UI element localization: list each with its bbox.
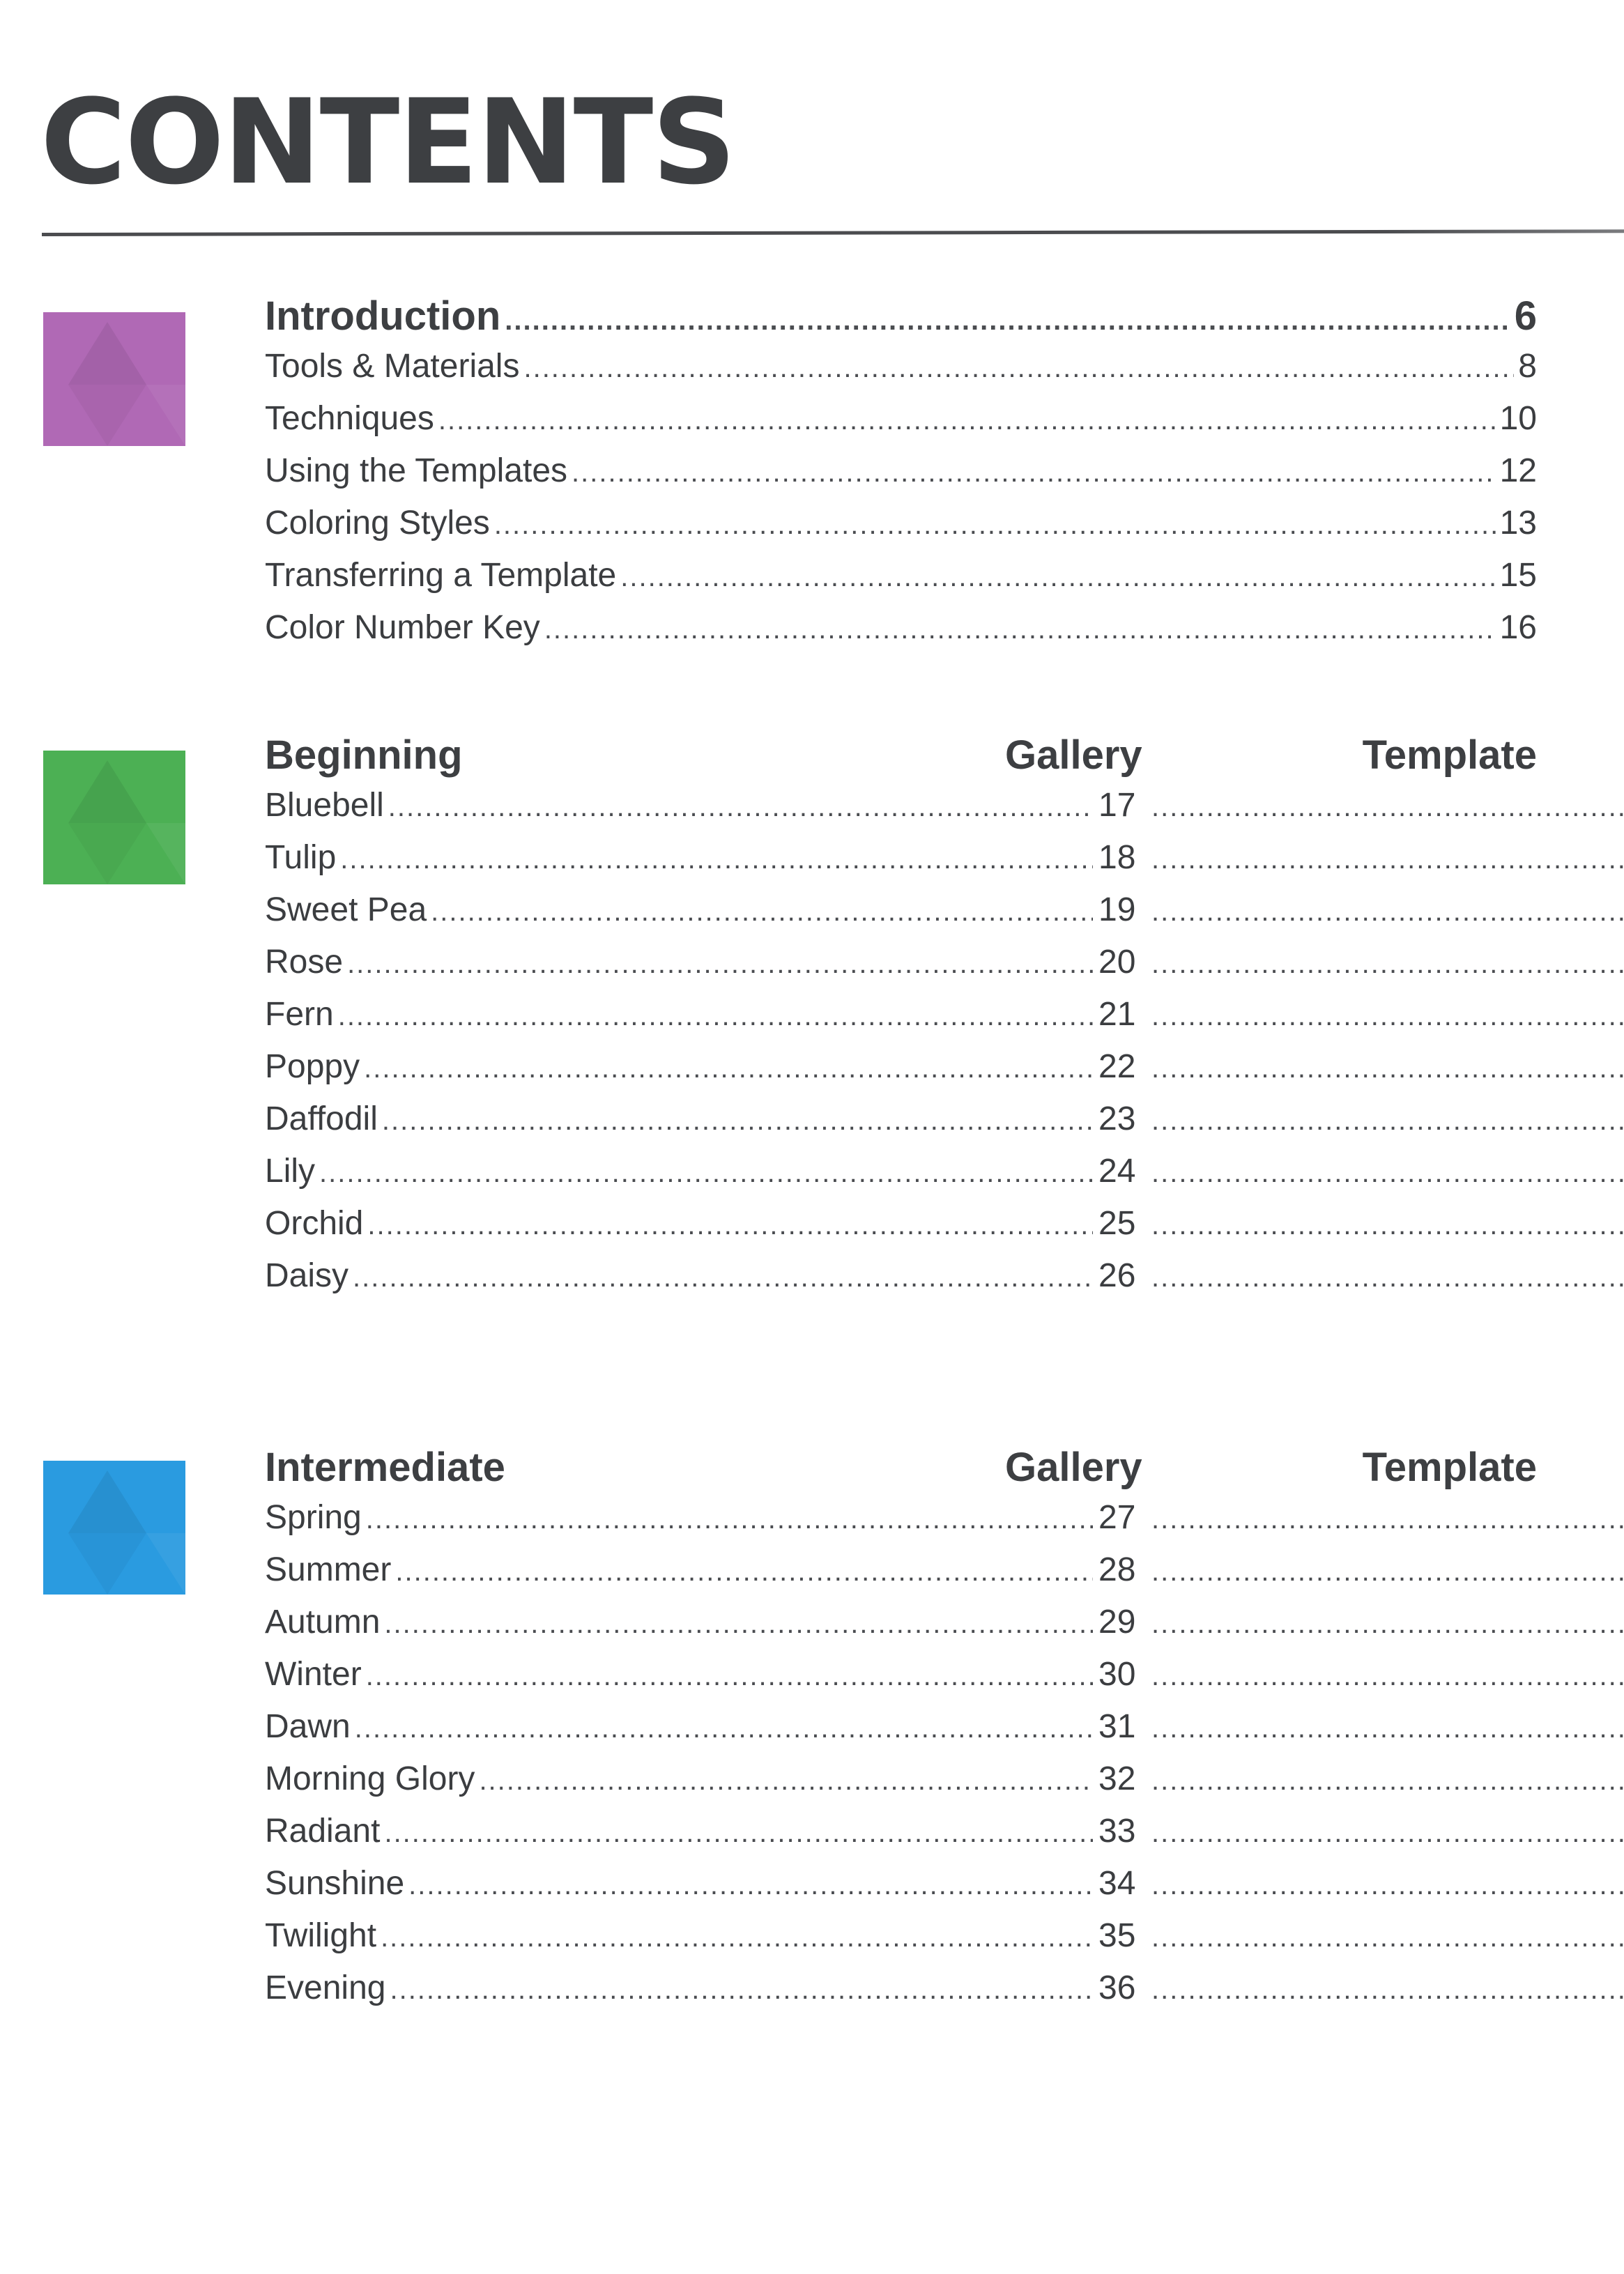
gallery-entry <box>265 1047 1151 1086</box>
dot-leader <box>1151 844 1624 875</box>
dot-leader <box>523 353 1514 384</box>
dot-leader <box>572 457 1496 489</box>
template-entry <box>1151 995 1624 1034</box>
toc-entry[interactable] <box>265 347 1537 399</box>
toc-entry-label: Daisy <box>265 1257 349 1294</box>
beginning-section <box>265 732 1537 1309</box>
toc-entry-page: 13 <box>1499 505 1537 541</box>
gallery-entry <box>265 1551 1151 1589</box>
template-entry <box>1151 943 1624 981</box>
toc-entry-label: Poppy <box>265 1048 360 1085</box>
gallery-entry <box>265 1969 1151 2007</box>
toc-entry-label: Evening <box>265 1969 386 2006</box>
gallery-page: 23 <box>1098 1100 1136 1137</box>
dot-leader <box>340 844 1093 875</box>
toc-entry[interactable] <box>265 838 1537 891</box>
gallery-page: 35 <box>1098 1917 1136 1954</box>
toc-entry[interactable] <box>265 786 1537 838</box>
beginning-list <box>265 786 1537 1309</box>
toc-entry-label: Transferring a Template <box>265 557 617 594</box>
toc-entry-label: Daffodil <box>265 1100 378 1137</box>
dot-leader <box>1151 1556 1624 1588</box>
gallery-page: 36 <box>1098 1969 1136 2006</box>
dot-leader <box>438 405 1496 436</box>
toc-entry-label: Using the Templates <box>265 452 568 489</box>
dot-leader <box>390 1974 1093 2006</box>
beginning-header-row <box>265 732 1537 786</box>
dot-leader <box>1151 1818 1624 1849</box>
toc-entry-label: Orchid <box>265 1205 364 1242</box>
template-entry <box>1151 1812 1624 1850</box>
gallery-page: 32 <box>1098 1760 1136 1797</box>
dot-leader <box>395 1556 1093 1588</box>
gallery-entry <box>265 943 1151 981</box>
introduction-list <box>265 347 1537 661</box>
gallery-column-header: Gallery <box>1005 1445 1142 1490</box>
gallery-page: 18 <box>1098 839 1136 876</box>
template-entry <box>1151 891 1624 929</box>
dot-leader <box>408 1870 1093 1901</box>
toc-entry[interactable] <box>265 1047 1537 1100</box>
dot-leader <box>1151 1870 1624 1901</box>
toc-entry-page: 8 <box>1518 348 1537 385</box>
dot-leader <box>1151 1922 1624 1953</box>
dot-leader <box>1151 792 1624 823</box>
toc-entry[interactable] <box>265 1760 1537 1812</box>
gallery-page: 30 <box>1098 1656 1136 1693</box>
toc-entry-label: Bluebell <box>265 787 384 824</box>
toc-entry[interactable] <box>265 608 1537 661</box>
toc-entry[interactable] <box>265 943 1537 995</box>
template-entry <box>1151 1707 1624 1746</box>
toc-entry-page: 10 <box>1499 400 1537 437</box>
toc-entry[interactable] <box>265 1204 1537 1257</box>
dot-leader <box>494 509 1496 541</box>
gallery-entry <box>265 891 1151 929</box>
dot-leader <box>1151 1210 1624 1241</box>
template-entry <box>1151 1969 1624 2007</box>
gallery-page: 26 <box>1098 1257 1136 1294</box>
template-entry <box>1151 1864 1624 1903</box>
template-entry <box>1151 838 1624 877</box>
toc-entry-label: Morning Glory <box>265 1760 475 1797</box>
toc-entry-page: 16 <box>1499 609 1537 646</box>
template-entry <box>1151 1603 1624 1641</box>
toc-entry-page: 6 <box>1514 293 1537 339</box>
gallery-entry <box>265 838 1151 877</box>
template-entry <box>1151 786 1624 824</box>
beginning-swatch <box>43 751 185 884</box>
toc-entry-label: Radiant <box>265 1813 381 1850</box>
dot-leader <box>367 1210 1093 1241</box>
toc-entry[interactable] <box>265 1152 1537 1204</box>
introduction-section <box>265 293 1537 661</box>
toc-entry-label: Twilight <box>265 1917 377 1954</box>
gallery-column-header: Gallery <box>1005 732 1142 778</box>
toc-entry-label: Introduction <box>265 293 501 339</box>
dot-leader <box>355 1713 1093 1744</box>
toc-entry[interactable] <box>265 1498 1537 1551</box>
dot-leader <box>431 896 1093 928</box>
gallery-page: 34 <box>1098 1865 1136 1902</box>
intermediate-header-row <box>265 1444 1537 1498</box>
toc-entry-label: Tulip <box>265 839 337 876</box>
toc-entry[interactable] <box>265 1551 1537 1603</box>
dot-leader <box>319 1158 1093 1189</box>
gallery-entry <box>265 1204 1151 1243</box>
gallery-entry <box>265 786 1151 824</box>
template-entry <box>1151 1760 1624 1798</box>
title-divider <box>42 229 1624 236</box>
toc-entry-label: Lily <box>265 1153 316 1190</box>
gallery-entry <box>265 1916 1151 1955</box>
gallery-page: 33 <box>1098 1813 1136 1850</box>
dot-leader <box>1151 1105 1624 1137</box>
dot-leader <box>347 948 1093 980</box>
dot-leader <box>366 1504 1093 1535</box>
dot-leader <box>1151 1504 1624 1535</box>
dot-leader <box>544 614 1496 645</box>
toc-entry[interactable] <box>265 556 1537 608</box>
intermediate-section <box>265 1444 1537 2021</box>
toc-entry-label: Rose <box>265 944 344 981</box>
toc-entry-page: 15 <box>1499 557 1537 594</box>
template-entry <box>1151 1655 1624 1693</box>
section-heading: Beginning <box>265 732 463 778</box>
dot-leader <box>1151 1262 1624 1293</box>
toc-entry-label: Autumn <box>265 1604 381 1641</box>
dot-leader <box>1151 1765 1624 1797</box>
triangle-motif-icon <box>43 312 185 446</box>
template-entry <box>1151 1100 1624 1138</box>
toc-entry[interactable] <box>265 891 1537 943</box>
template-column-header: Template <box>1362 1445 1537 1490</box>
toc-entry[interactable] <box>265 504 1537 556</box>
dot-leader <box>1151 1053 1624 1084</box>
dot-leader <box>1151 1608 1624 1640</box>
dot-leader <box>1151 1974 1624 2006</box>
gallery-page: 20 <box>1098 944 1136 981</box>
dot-leader <box>366 1661 1093 1692</box>
toc-entry[interactable] <box>265 1812 1537 1864</box>
gallery-page: 29 <box>1098 1604 1136 1641</box>
toc-entry-label: Tools & Materials <box>265 348 520 385</box>
template-column-header: Template <box>1362 732 1537 778</box>
introduction-swatch <box>43 312 185 446</box>
template-entry <box>1151 1257 1624 1295</box>
toc-entry-label: Dawn <box>265 1708 351 1745</box>
dot-leader <box>388 792 1093 823</box>
gallery-entry <box>265 1760 1151 1798</box>
toc-entry-label: Winter <box>265 1656 362 1693</box>
toc-entry[interactable] <box>265 1257 1537 1309</box>
dot-leader <box>1151 1661 1624 1692</box>
dot-leader <box>338 1001 1093 1032</box>
triangle-motif-icon <box>43 1461 185 1595</box>
dot-leader <box>1151 896 1624 928</box>
gallery-page: 25 <box>1098 1205 1136 1242</box>
gallery-page: 28 <box>1098 1551 1136 1588</box>
toc-entry[interactable] <box>265 452 1537 504</box>
toc-entry[interactable] <box>265 1916 1537 1969</box>
toc-entry-label: Coloring Styles <box>265 505 490 541</box>
toc-entry[interactable] <box>265 995 1537 1047</box>
gallery-page: 17 <box>1098 787 1136 824</box>
template-entry <box>1151 1204 1624 1243</box>
gallery-entry <box>265 1257 1151 1295</box>
toc-entry-label: Techniques <box>265 400 434 437</box>
dot-leader <box>353 1262 1093 1293</box>
toc-entry[interactable] <box>265 399 1537 452</box>
gallery-entry <box>265 1603 1151 1641</box>
toc-entry[interactable] <box>265 1864 1537 1916</box>
dot-leader <box>382 1105 1093 1137</box>
template-entry <box>1151 1498 1624 1537</box>
template-entry <box>1151 1916 1624 1955</box>
toc-entry-label: Fern <box>265 996 334 1033</box>
toc-entry-introduction[interactable] <box>265 293 1537 347</box>
gallery-page: 19 <box>1098 891 1136 928</box>
gallery-entry <box>265 1655 1151 1693</box>
gallery-page: 21 <box>1098 996 1136 1033</box>
toc-entry[interactable] <box>265 1707 1537 1760</box>
toc-entry[interactable] <box>265 1969 1537 2021</box>
template-entry <box>1151 1152 1624 1190</box>
intermediate-swatch <box>43 1461 185 1595</box>
gallery-entry <box>265 1498 1151 1537</box>
gallery-entry <box>265 1864 1151 1903</box>
dot-leader <box>1151 948 1624 980</box>
toc-entry-label: Spring <box>265 1499 362 1536</box>
toc-entry-label: Sunshine <box>265 1865 405 1902</box>
gallery-page: 24 <box>1098 1153 1136 1190</box>
gallery-entry <box>265 1812 1151 1850</box>
gallery-entry <box>265 995 1151 1034</box>
toc-entry[interactable] <box>265 1100 1537 1152</box>
gallery-entry <box>265 1100 1151 1138</box>
dot-leader <box>1151 1001 1624 1032</box>
template-entry <box>1151 1047 1624 1086</box>
dot-leader <box>364 1053 1093 1084</box>
dot-leader <box>1151 1158 1624 1189</box>
intermediate-list <box>265 1498 1537 2021</box>
gallery-page: 31 <box>1098 1708 1136 1745</box>
gallery-entry <box>265 1152 1151 1190</box>
dot-leader <box>620 562 1495 593</box>
toc-entry-label: Summer <box>265 1551 392 1588</box>
dot-leader <box>505 305 1510 337</box>
dot-leader <box>384 1818 1093 1849</box>
gallery-page: 22 <box>1098 1048 1136 1085</box>
template-entry <box>1151 1551 1624 1589</box>
section-heading: Intermediate <box>265 1445 505 1490</box>
dot-leader <box>381 1922 1093 1953</box>
triangle-motif-icon <box>43 751 185 884</box>
toc-entry-page: 12 <box>1499 452 1537 489</box>
toc-entry[interactable] <box>265 1655 1537 1707</box>
dot-leader <box>384 1608 1093 1640</box>
dot-leader <box>1151 1713 1624 1744</box>
toc-entry-label: Sweet Pea <box>265 891 427 928</box>
toc-entry[interactable] <box>265 1603 1537 1655</box>
page-title: CONTENTS <box>40 74 735 210</box>
gallery-page: 27 <box>1098 1499 1136 1536</box>
gallery-entry <box>265 1707 1151 1746</box>
toc-entry-label: Color Number Key <box>265 609 540 646</box>
dot-leader <box>479 1765 1093 1797</box>
